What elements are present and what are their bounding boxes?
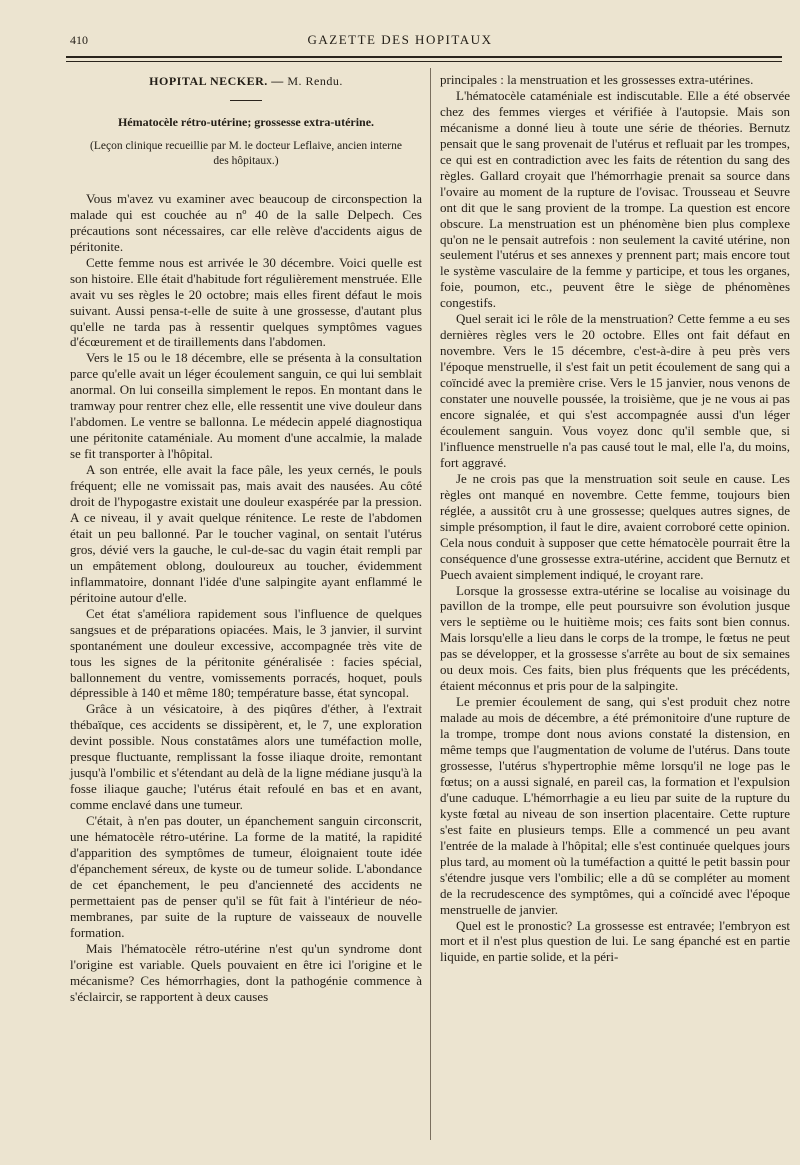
paragraph: Le premier écoulement de sang, qui s'est produit chez notre malade au mois de décembre, a été prémonitoire d'une rupture de la trompe, trompe dont nous avions constaté la distension, en même temps que l'augmentation de volume de l'utérus. Dans toute grossesse, l'utérus s'hypertrophie même lorsqu'il ne loge pas le fœtus; on a aussi signalé, en pareil cas, la formation et l'expulsion d'une caduque. L'hémorrhagie a eu lieu par suite de la rupture du kyste fœtal au niveau de son insertion placentaire. Cette rupture s'est faite en plusieurs temps. Elle a commencé un peu avant l'entrée de la malade à l'hôpital; elle s'est continuée quelques jours plus tard, au moment où la tuméfaction a quitté le petit bassin pour s'étendre jusque vers l'ombilic; elle a dû se compléter au moment de la recrudescence des symptômes, qui a coïncidé avec l'époque menstruelle de janvier. (440, 694, 790, 917)
paragraph: Je ne crois pas que la menstruation soit seule en cause. Les règles ont manqué en novembre. Cette femme, toujours bien réglée, a aussitôt cru à une grossesse; quelques autres signes, de simple présomption, il faut le dire, avaient corroboré cette opinion. Cela nous conduit à supposer que cette hématocèle pourrait être la conséquence d'une grossesse extra-utérine, accident que Bernutz et Puech avaient simplement indiqué, le croyant rare. (440, 470, 790, 582)
paragraph: Lorsque la grossesse extra-utérine se localise au voisinage du pavillon de la trompe, elle peut poursuivre son évolution jusque vers le septième ou le huitième mois; ces faits sont bien connus. Mais lorsqu'elle a lieu dans le corps de la trompe, le fœtus ne peut pas se développer, et la grossesse s'arrête au bout de six semaines ou deux mois. Ces faits, bien plus fréquents que les précédents, étaient méconnus et pris pour de la salpingite. (440, 582, 790, 694)
running-head: GAZETTE DES HOPITAUX (307, 32, 493, 47)
paragraph: L'hématocèle cataméniale est indiscutable. Elle a été observée chez des femmes vierges et vérifiée à l'autopsie. Mais son mécanisme a donné lieu à toute une série de théories. Bernutz pensait que le sang provenait de l'utérus et refluait par les trompes, ce qui est en contradiction avec les faits de rétention du sang des règles. Gallard croyait que l'hémorrhagie prenait sa source dans l'ovaire au moment de la rupture de l'ovisac. Trousseau et Seuvre ont dit que le sang provient de la trompe. La question est encore obscure. La menstruation est un phénomène bien plus complexe qu'on ne le pensait autrefois : non seulement la cavité utérine, non seulement l'utérus et ses annexes y prennent part; mais encore tout le système vasculaire de la femme y participe, et tous les organes, foie, poumon, etc., peuvent être le siège de phénomènes congestifs. (440, 87, 790, 311)
article-subtitle: Hématocèle rétro-utérine; grossesse extra-utérine. (117, 114, 375, 129)
paragraph: Quel serait ici le rôle de la menstruation? Cette femme a eu ses dernières règles vers le 20 octobre. Elles ont fait défaut en novembre. Vers le 15 décembre, c'est-à-dire à peu près vers l'époque menstruelle, il s'est fait un petit écoulement de sang qui a coïncidé avec la première crise. Vers le 15 janvier, nous venons de constater une nouvelle poussée, la troisième, que je ne vous ai pas encore signalée, et qui s'est accompagnée aussi d'un léger écoulement sanguin. Vous voyez donc qu'il semble que, si l'influence menstruelle n'a pas causé tout le mal, elle l'a, du moins, fort aggravé. (440, 311, 790, 470)
header-rule-thin (66, 61, 782, 62)
right-column (440, 72, 790, 965)
article-title (70, 74, 422, 90)
paragraph: Grâce à un vésicatoire, à des piqûres d'éther, à l'extrait thébaïque, ces accidents se dissipèrent, et, le 7, une exploration devint possible. Nous constatâmes alors une tuméfaction molle, presque fluctuante, remplissant la fosse iliaque droite, remontant jusqu'à l'ombilic et s'étendant au delà de la ligne médiane jusqu'à la fosse iliaque gauche; l'utérus était refoulé en bas et en avant, comme enclavé dans une tumeur. (70, 701, 422, 813)
paragraph: Mais l'hématocèle rétro-utérine n'est qu'un syndrome dont l'origine est variable. Quels pouvaient en être ici l'origine et le mécanisme? Ces hémorrhagies, dont la pathogénie commence à s'éclaircir, se rapportent à deux causes (70, 940, 422, 1004)
hospital-name: HOPITAL NECKER. — (149, 74, 284, 88)
page-number: 410 (70, 33, 88, 47)
paragraph: Vers le 15 ou le 18 décembre, elle se présenta à la consultation parce qu'elle avait un léger écoulement sanguin, ce qui lui semblait anormal. On lui conseilla simplement le repos. En montant dans le tramway pour rentrer chez elle, elle ressentit une vive douleur dans l'abdomen. Le ventre se ballonna. Le médecin appelé diagnostiqua une péritonite cataméniale. Au moment d'une accalmie, la malade se fit transporter à l'hôpital. (70, 350, 422, 462)
title-separator (230, 100, 262, 101)
lecture-note: (Leçon clinique recueillie par M. le docteur Leflaive, ancien interne des hôpitaux.) (90, 139, 402, 167)
paragraph: A son entrée, elle avait la face pâle, les yeux cernés, le pouls fréquent; elle ne vomissait pas, mais avait des nausées. Au côté droit de l'hypogastre existait une douleur exaspérée par la pression. A ce niveau, il y avait quelque rénitence. Le reste de l'abdomen était un peu ballonné. Par le toucher vaginal, on sentait l'utérus gros, dévié vers la gauche, le cul-de-sac du vagin était rempli par un empâtement oblong, douloureux au toucher, évidemment inflammatoire, donnant l'idée d'une salpingite ayant enflammé le péritoine autour d'elle. (70, 462, 422, 605)
left-column (70, 72, 422, 1005)
paragraph: Cet état s'améliora rapidement sous l'influence de quelques sangsues et de préparations opiacées. Mais, le 3 janvier, il survint spontanément une douleur excessive, accompagnée très vite de tous les signes de la péritonite généralisée : facies spécial, ballonnement du ventre, vomissements porracés, hoquet, pouls dépressible à 140 et même 180; température basse, état syncopal. (70, 605, 422, 701)
paragraph: Vous m'avez vu examiner avec beaucoup de circonspection la malade qui est couchée au nº 40 de la salle Delpech. Ces précautions sont nécessaires, car elle relève d'accidents aigus de péritonite. (70, 190, 422, 254)
paragraph: C'était, à n'en pas douter, un épanchement sanguin circonscrit, une hématocèle rétro-utérine. La forme de la matité, la rapidité d'apparition des symptômes de tumeur, éloignaient toute idée d'épanchement séreux, de kyste ou de tumeur solide. L'abondance de cet épanchement, le peu d'ancienneté des accidents ne permettaient pas de penser qu'il se fût fait à l'intérieur de néo-membranes, par suite de la rupture de vaisseaux de nouvelle formation. (70, 813, 422, 940)
paragraph: Quel est le pronostic? La grossesse est entravée; l'embryon est mort et il n'est plus question de lui. Le sang épanché est en partie liquide, en partie solide, et la péri- (440, 917, 790, 965)
paragraph: Cette femme nous est arrivée le 30 décembre. Voici quelle est son histoire. Elle était d'habitude fort régulièrement menstruée. Elle avait vu ses règles le 20 octobre; mais elles firent défaut le mois suivant. Aussi pensa-t-elle de suite à une grossesse, d'autant plus qu'elle ne tarda pas à ressentir quelques symptômes vagues d'écœurement et de tiraillements dans l'abdomen. (70, 254, 422, 350)
paragraph: principales : la menstruation et les grossesses extra-utérines. (440, 72, 754, 87)
header-rule-thick (66, 56, 782, 58)
column-divider (430, 68, 431, 1140)
author-name: M. Rendu. (287, 74, 343, 88)
